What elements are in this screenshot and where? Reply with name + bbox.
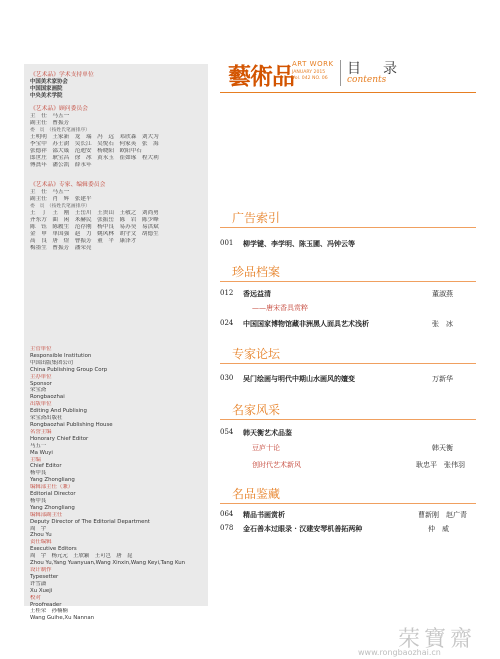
staff-credit xyxy=(30,539,206,567)
page-number: 001 xyxy=(220,239,234,247)
staff-name-cn: 周 宇 杨元元 王欣颖 王可岂 唐 昆 xyxy=(30,553,133,560)
committee-line: 梅墨生 曹振芳 潘荣亮 xyxy=(30,245,92,251)
staff-name-cn: 荣宝斋出版社 xyxy=(30,415,63,422)
committee-line: 副主任 曹振芳 xyxy=(30,120,70,126)
committee-line: 郎世庄 耿宝昌 徐 冰 黄永玉 崔如琢 程大利 xyxy=(30,155,159,161)
section-title-treasures: 珍品档案 xyxy=(232,265,281,279)
toc-author: 曹新刚 赵广青 xyxy=(418,511,467,519)
editorial-committee-heading: 《艺术品》专家、编辑委员会 xyxy=(30,182,106,188)
issue-info xyxy=(292,70,342,82)
committee-line: 副主任 肖 辉 张建平 xyxy=(30,196,92,202)
toc-entry[interactable]: 韩天衡艺术品鉴 xyxy=(243,428,292,437)
staff-role-cn: 出版单位 xyxy=(30,401,52,408)
staff-role-en: Executive Editors xyxy=(30,546,77,553)
magazine-logo-english: ART WORK xyxy=(292,60,334,68)
advisory-committee-block xyxy=(30,106,206,169)
staff-name-en: Ma Wuyi xyxy=(30,449,53,456)
committee-line: 主 任 马五一 xyxy=(30,113,70,119)
toc-entry[interactable]: 香远益清 xyxy=(243,289,271,298)
staff-role-cn: 校对 xyxy=(30,594,41,601)
toc-author: 董淑燕 xyxy=(432,290,453,298)
page-number: 030 xyxy=(220,374,234,382)
staff-name-cn: 中国出版集团公司 xyxy=(30,359,74,366)
staff-name-cn: 周 宇 xyxy=(30,525,47,532)
section-rule xyxy=(220,363,476,364)
staff-name-cn: 杨中良 xyxy=(30,497,47,504)
toc-entry[interactable]: 中国国家博物馆藏非洲黑人面具艺术浅析 xyxy=(243,319,369,328)
staff-credit xyxy=(30,401,206,429)
staff-role-cn: 名誉主编 xyxy=(30,428,52,435)
toc-author: 仲 威 xyxy=(428,525,449,533)
masthead-divider xyxy=(340,60,341,86)
staff-credit xyxy=(30,512,206,540)
toc-author: 韩天衡 xyxy=(432,444,453,452)
staff-credit xyxy=(30,374,206,402)
staff-credit xyxy=(30,595,206,623)
watermark-logo: 荣寶齋 xyxy=(398,627,477,652)
committee-line: 傅熹年 潘公凯 薛永年 xyxy=(30,162,92,168)
page-number: 012 xyxy=(220,289,234,297)
committee-line: 李宝中 苏士澍 吴长江 吴悦石 何家英 张 海 xyxy=(30,141,159,147)
staff-name-en: Yang Zhongliang xyxy=(30,504,75,511)
staff-name-cn: 王桂荣 孙楠楠 xyxy=(30,608,68,615)
staff-name-en: China Publishing Group Corp xyxy=(30,366,108,373)
staff-name-cn: 荣宝斋 xyxy=(30,387,47,394)
staff-name-en: Wang Guihe,Xu Nannan xyxy=(30,615,95,622)
staff-role-en: Editing And Publising xyxy=(30,408,87,415)
staff-role-cn: 编辑部主任（兼） xyxy=(30,484,74,491)
staff-name-en: Xu Xueji xyxy=(30,587,53,594)
toc-author: 耿忠平 张伟羽 xyxy=(416,461,465,469)
watermark-url: www.rongbaozhai.cn xyxy=(358,648,441,657)
staff-role-en: Honorary Chief Editor xyxy=(30,435,89,442)
committee-line: 齐东方 曲 闲 米赫民 张振岳 陈 岩 陈少峰 xyxy=(30,217,159,223)
staff-name-en: Yang Zhongliang xyxy=(30,477,75,484)
committee-line: 金 申 单国强 赵 力 姚风林 胡守文 胡德生 xyxy=(30,231,159,237)
staff-role-en: Deputy Director of The Editorial Department xyxy=(30,518,150,525)
staff-role-cn: 主办单位 xyxy=(30,373,52,380)
toc-subtitle: ——唐宋香具赏粹 xyxy=(252,304,308,312)
page-number: 024 xyxy=(220,319,234,327)
staff-credit xyxy=(30,567,206,595)
issue-volume: Vol. 042 NO. 06 xyxy=(292,76,328,81)
committee-line: 高 良 唐 煜 曹振芳 董 平 康泽才 xyxy=(30,238,137,244)
staff-name-en: Zhou Yu,Yang Yuanyuan,Wang Xinxin,Wang Keyi,Tang Kun xyxy=(30,560,186,567)
committee-line: 主 任 马五一 xyxy=(30,189,70,195)
staff-credits xyxy=(30,346,206,622)
section-rule xyxy=(220,227,476,228)
staff-role-cn: 主管单位 xyxy=(30,346,52,352)
section-rule xyxy=(220,503,476,504)
staff-role-cn: 编辑部副主任 xyxy=(30,511,63,518)
staff-name-en: Rongbaozhai xyxy=(30,394,65,401)
section-title-collection: 名品鉴藏 xyxy=(232,487,281,501)
staff-credit xyxy=(30,457,206,485)
staff-credit xyxy=(30,429,206,457)
staff-role-en: Editorial Director xyxy=(30,491,76,498)
academic-support-block xyxy=(30,72,94,100)
contents-title: 目 录 xyxy=(347,61,401,77)
toc-author: 张 冰 xyxy=(432,320,453,328)
page-number: 064 xyxy=(220,510,234,518)
committee-line: 张德祥 邵大箴 范迪安 杨晓阳 欧阳中石 xyxy=(30,148,142,154)
masthead-rule xyxy=(220,92,476,93)
staff-credit xyxy=(30,346,206,374)
staff-role-en: Typesetter xyxy=(30,573,59,580)
section-rule xyxy=(220,281,476,282)
toc-entry[interactable]: 精品书画赏析 xyxy=(243,510,285,519)
staff-role-cn: 责任编辑 xyxy=(30,539,52,546)
staff-name-en: Rongbaozhai Publishing House xyxy=(30,421,113,428)
staff-role-en: Sponsor xyxy=(30,380,52,387)
staff-role-en: Proofreader xyxy=(30,601,62,608)
support-unit: 中国美术家协会 xyxy=(30,79,68,85)
staff-role-cn: 主编 xyxy=(30,456,41,463)
committee-line: 王 丁 王 刚 王岳川 王贵山 王敬之 刘尚勇 xyxy=(30,210,159,216)
toc-entry[interactable]: 吴门绘画与明代中期山水画风的嬗变 xyxy=(243,374,355,383)
issue-date: JANUARY 2015 xyxy=(292,70,326,75)
staff-role-en: Responsible Institution xyxy=(30,352,92,359)
section-title-masters: 名家风采 xyxy=(232,403,281,417)
section-title-ads: 广告索引 xyxy=(232,211,281,225)
editorial-committee-block xyxy=(30,182,206,252)
staff-name-cn: 杨中良 xyxy=(30,470,47,477)
contents-title-english: contents xyxy=(347,75,387,85)
committee-line: 陈 钰 陈履生 范存刚 杨中良 易苏昊 易洪斌 xyxy=(30,224,159,230)
toc-subentry[interactable]: 豆庐十论 xyxy=(252,444,280,452)
staff-name-en: Zhou Yu xyxy=(30,532,52,539)
support-unit: 中央美术学院 xyxy=(30,93,63,99)
section-rule xyxy=(220,419,476,420)
committee-line: 委 员 （按姓氏笔画排序） xyxy=(30,204,90,209)
page-number: 078 xyxy=(220,524,234,532)
staff-name-cn: 马五一 xyxy=(30,442,47,449)
advisory-committee-heading: 《艺术品》顾问委员会 xyxy=(30,106,88,112)
toc-author: 万新华 xyxy=(432,375,453,383)
masthead-sidebar xyxy=(24,64,208,622)
toc-entry[interactable]: 金石善本过眼录 · 汉建安琴机善拓两种 xyxy=(243,524,363,533)
toc-subentry[interactable]: 创时代艺术新风 xyxy=(252,461,301,469)
academic-support-heading: 《艺术品》学术支持单位 xyxy=(30,72,94,78)
staff-role-en: Chief Editor xyxy=(30,463,62,470)
section-title-forum: 专家论坛 xyxy=(232,347,281,361)
committee-line: 委 员 （按姓氏笔画排序） xyxy=(30,128,90,133)
staff-role-cn: 设计制作 xyxy=(30,567,52,573)
staff-credit xyxy=(30,484,206,512)
page-number: 054 xyxy=(220,428,234,436)
staff-name-cn: 许雪潇 xyxy=(30,580,47,587)
magazine-logo: 藝術品 xyxy=(228,63,294,90)
toc-entry[interactable]: 柳学键、李学明、陈玉圃、冯钟云等 xyxy=(243,239,355,248)
committee-line: 王明明 王家新 龙 瑞 冯 远 邓欣森 刘大为 xyxy=(30,134,159,140)
support-unit: 中国国家画院 xyxy=(30,86,63,92)
